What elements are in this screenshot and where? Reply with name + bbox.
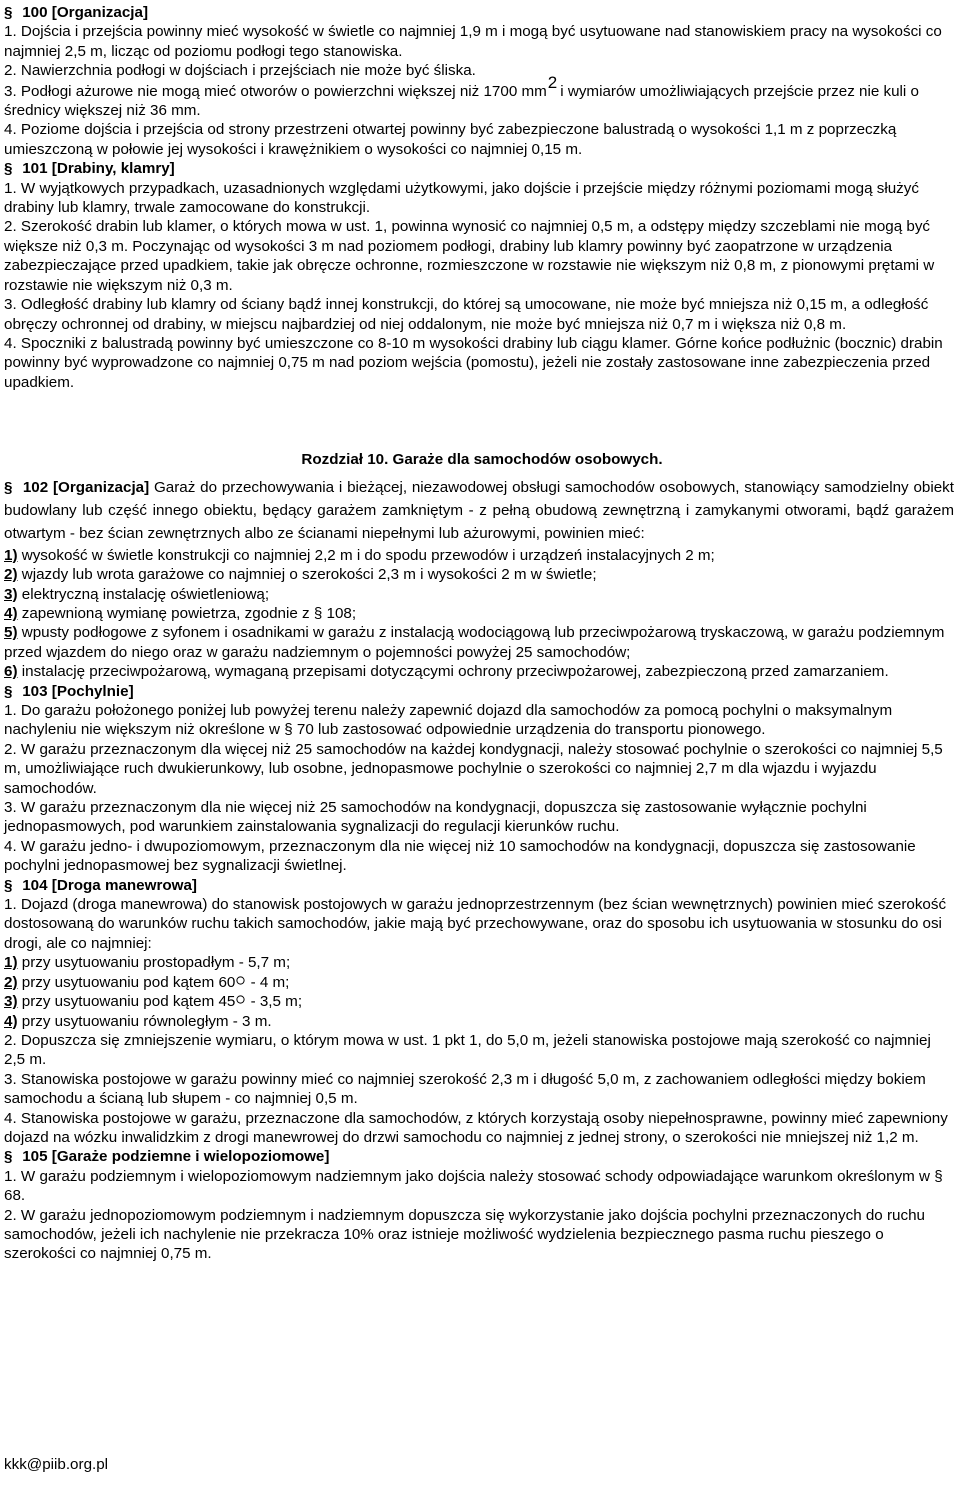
section-symbol: § [4, 876, 13, 894]
footer-email-link[interactable]: kkk@piib.org.pl [4, 1456, 109, 1473]
paragraph-101-4: 4. Spoczniki z balustradą powinny być umieszczone co 8-10 m wysokości drabiny lub ciągu klamer. Górne końce podłużnic (bocznic) drabin powinny być wyprowadzone co najmniej 0,75 m nad poziom wejścia (pomostu), jeżeli nie zostały zastosowane inne zabezpieczenia przed upadkiem. [4, 334, 943, 391]
paragraph-100-4: 4. Poziome dojścia i przejścia od strony przestrzeni otwartej powinny być zabezpieczone balustradą o wysokości 1,1 m z poprzeczką umieszczoną w połowie jej wysokości i krawężnikiem o wysokości co najmniej 0,15 m. [4, 121, 897, 158]
list-item-104-4: 4) przy usytuowaniu równoległym - 3 m. [4, 1012, 272, 1030]
paragraph-100-2: 2. Nawierzchnia podłogi w dojściach i przejściach nie może być śliska. [4, 62, 476, 80]
list-item-102-1: 1) wysokość w świetle konstrukcji co najmniej 2,2 m i do spodu przewodów i urządzeń instalacyjnych 2 m; [4, 546, 715, 564]
paragraph-104-2: 2. Dopuszcza się zmniejszenie wymiaru, o którym mowa w ust. 1 pkt 1, do 5,0 m, jeżeli stanowiska postojowe mają szerokość co najmniej 2,5 m. [4, 1031, 931, 1069]
paragraph-104-4: 4. Stanowiska postojowe w garażu, przeznaczone dla samochodów, z których korzystają osoby niepełnosprawne, powinny mieć zapewniony dojazd na wózku inwalidzkim z drogi manewrowej do drzwi samochodu co najmniej z jednej strony, o szerokości nie mniejszej niż 1,2 m. [4, 1109, 948, 1146]
section-symbol: § [4, 4, 13, 21]
degree-icon [235, 995, 246, 1004]
paragraph-102-intro: § 102 [Organizacja] Garaż do przechowywania i bieżącej, niezawodowej obsługi samochodów osobowych, stanowiący samodzielny obiekt budowlany lub część innego obiektu, będący garażem zamkniętym - z pełną obudową zewnętrzną i zamykanymi otworami, bądź garażem otwartym - bez ścian zewnętrznych albo ze ścianami niepełnymi lub ażurowymi, powinien mieć: [4, 476, 954, 546]
section-heading-103: § 103 [Pochylnie] [4, 682, 134, 700]
paragraph-101-3: 3. Odległość drabiny lub klamry od ściany bądź innej konstrukcji, do której są umocowane, nie może być mniejsza niż 0,15 m, a odległość obręczy ochronnej od drabiny, w miejscu najbardziej od niej oddalonym, nie może być mniejsza niż 0,7 m i większa niż 0,8 m. [4, 296, 929, 333]
list-item-102-6: 6) instalację przeciwpożarową, wymaganą przepisami dotyczącymi ochrony przeciwpożarowej, zabezpieczoną przed zamarzaniem. [4, 663, 889, 681]
section-heading-100: § 100 [Organizacja] [4, 4, 149, 21]
paragraph-104-1: 1. Dojazd (droga manewrowa) do stanowisk postojowych w garażu jednoprzestrzennym (bez ścian wewnętrznych) powinien mieć szerokość dostosowaną do warunków ruchu takich samochodów, jakie mają być przechowywane, oraz do sposobu ich usytuowania w stosunku do osi drogi, ale co najmniej: [4, 896, 947, 952]
section-heading-104: § 104 [Droga manewrowa] [4, 876, 197, 894]
paragraph-105-2: 2. W garażu jednopoziomowym podziemnym i nadziemnym dopuszcza się wykorzystanie jako dojścia pochylni przeznaczonych do ruchu samochodów, jeżeli ich nachylenie nie przekracza 10% oraz istnieje możliwość wydzielenia bezpiecznego pasma ruchu pieszego o szerokości co najmniej 0,75 m. [4, 1206, 925, 1263]
paragraph-100-1: 1. Dojścia i przejścia powinny mieć wysokość w świetle co najmniej 1,9 m i mogą być usytuowane nad stanowiskiem pracy na wysokości co najmniej 2,5 m, licząc od poziomu podłogi tego stanowiska. [4, 23, 942, 60]
list-item-102-2: 2) wjazdy lub wrota garażowe co najmniej o szerokości 2,3 m i wysokości 2 m w świetle; [4, 566, 597, 584]
list-item-104-2: 2) przy usytuowaniu pod kątem 60 - 4 m; [4, 973, 290, 991]
superscript: 2 [547, 72, 558, 92]
paragraph-103-3: 3. W garażu przeznaczonym dla nie więcej niż 25 samochodów na kondygnacji, dopuszcza się zastosowanie wyłącznie pochylni jednopasmowych, pod warunkiem zainstalowania sygnalizacji do regulacji kierunków ruchu. [4, 799, 867, 836]
section-heading-105: § 105 [Garaże podziemne i wielopoziomowe] [4, 1148, 330, 1166]
chapter-title: Rozdział 10. Garaże dla samochodów osobowych. [301, 451, 663, 469]
paragraph-104-3: 3. Stanowiska postojowe w garażu powinny mieć co najmniej szerokość 2,3 m i długość 5,0 m, z zachowaniem odległości między bokiem samochodu a ścianą lub słupem - co najmniej 0,5 m. [4, 1070, 926, 1108]
document-page [4, 3, 954, 1264]
paragraph-103-1: 1. Do garażu położonego poniżej lub powyżej terenu należy zapewnić dojazd dla samochodów za pomocą pochylni o maksymalnym nachyleniu nie większym niż określone w § 70 lub zastosować odpowiednie urządzenia do transportu pionowego. [4, 702, 893, 739]
section-symbol: § [4, 1148, 13, 1166]
section-symbol: § [4, 160, 13, 178]
list-item-102-5: 5) wpusty podłogowe z syfonem i osadnikami w garażu z instalacją wodociągową lub przeciwpożarową tryskaczową, w garażu podziemnym przed wjazdem do niego oraz w garażu nadziemnym o pojemności powyżej 25 samochodów; [4, 624, 945, 661]
paragraph-105-1: 1. W garażu podziemnym i wielopoziomowym nadziemnym jako dojścia należy stosować schody odpowiadające warunkom określonym w § 68. [4, 1167, 943, 1205]
list-item-102-3: 3) elektryczną instalację oświetleniową; [4, 585, 270, 603]
paragraph-101-1: 1. W wyjątkowych przypadkach, uzasadnionych względami użytkowymi, jako dojście i przejście między różnymi poziomami mogą służyć drabiny lub klamry, trwale zamocowane do konstrukcji. [4, 179, 919, 217]
paragraph-101-2: 2. Szerokość drabin lub klamer, o których mowa w ust. 1, powinna wynosić co najmniej 0,5 m, a odstępy między szczeblami nie mogą być większe niż 0,3 m. Poczynając od wysokości 3 m nad poziomem podłogi, drabiny lub klamry powinny być zaopatrzone w urządzenia zabezpieczające przed upadkiem, takie jak obręcze ochronne, rozmieszczone w rozstawie nie większym niż 0,8 m, z pionowymi prętami w rozstawie nie większym niż 0,3 m. [4, 218, 935, 294]
degree-icon [235, 976, 246, 985]
paragraph-103-4: 4. W garażu jedno- i dwupoziomowym, przeznaczonym dla nie więcej niż 10 samochodów na kondygnacji, dopuszcza się zastosowanie pochylni jednopasmowej bez sygnalizacji świetlnej. [4, 837, 916, 875]
list-item-102-4: 4) zapewnioną wymianę powietrza, zgodnie z § 108; [4, 604, 357, 622]
section-symbol: § [4, 478, 13, 496]
list-item-104-1: 1) przy usytuowaniu prostopadłym - 5,7 m; [4, 954, 291, 972]
section-symbol: § [4, 682, 13, 700]
paragraph-103-2: 2. W garażu przeznaczonym dla więcej niż 25 samochodów na każdej kondygnacji, należy stosować pochylnie o szerokości co najmniej 5,5 m, umożliwiające ruch dwukierunkowy, lub osobne, jednopasmowe pochylnie o szerokości co najmniej 2,7 m dla wjazdu i wyjazdu samochodów. [4, 740, 943, 797]
section-heading-101: § 101 [Drabiny, klamry] [4, 160, 175, 178]
list-item-104-3: 3) przy usytuowaniu pod kątem 45 - 3,5 m; [4, 993, 303, 1011]
paragraph-100-3: 3. Podłogi ażurowe nie mogą mieć otworów o powierzchni większej niż 1700 mm2 i wymiarów umożliwiających przejście przez nie kuli o średnicy większej niż 36 mm. [4, 72, 919, 120]
